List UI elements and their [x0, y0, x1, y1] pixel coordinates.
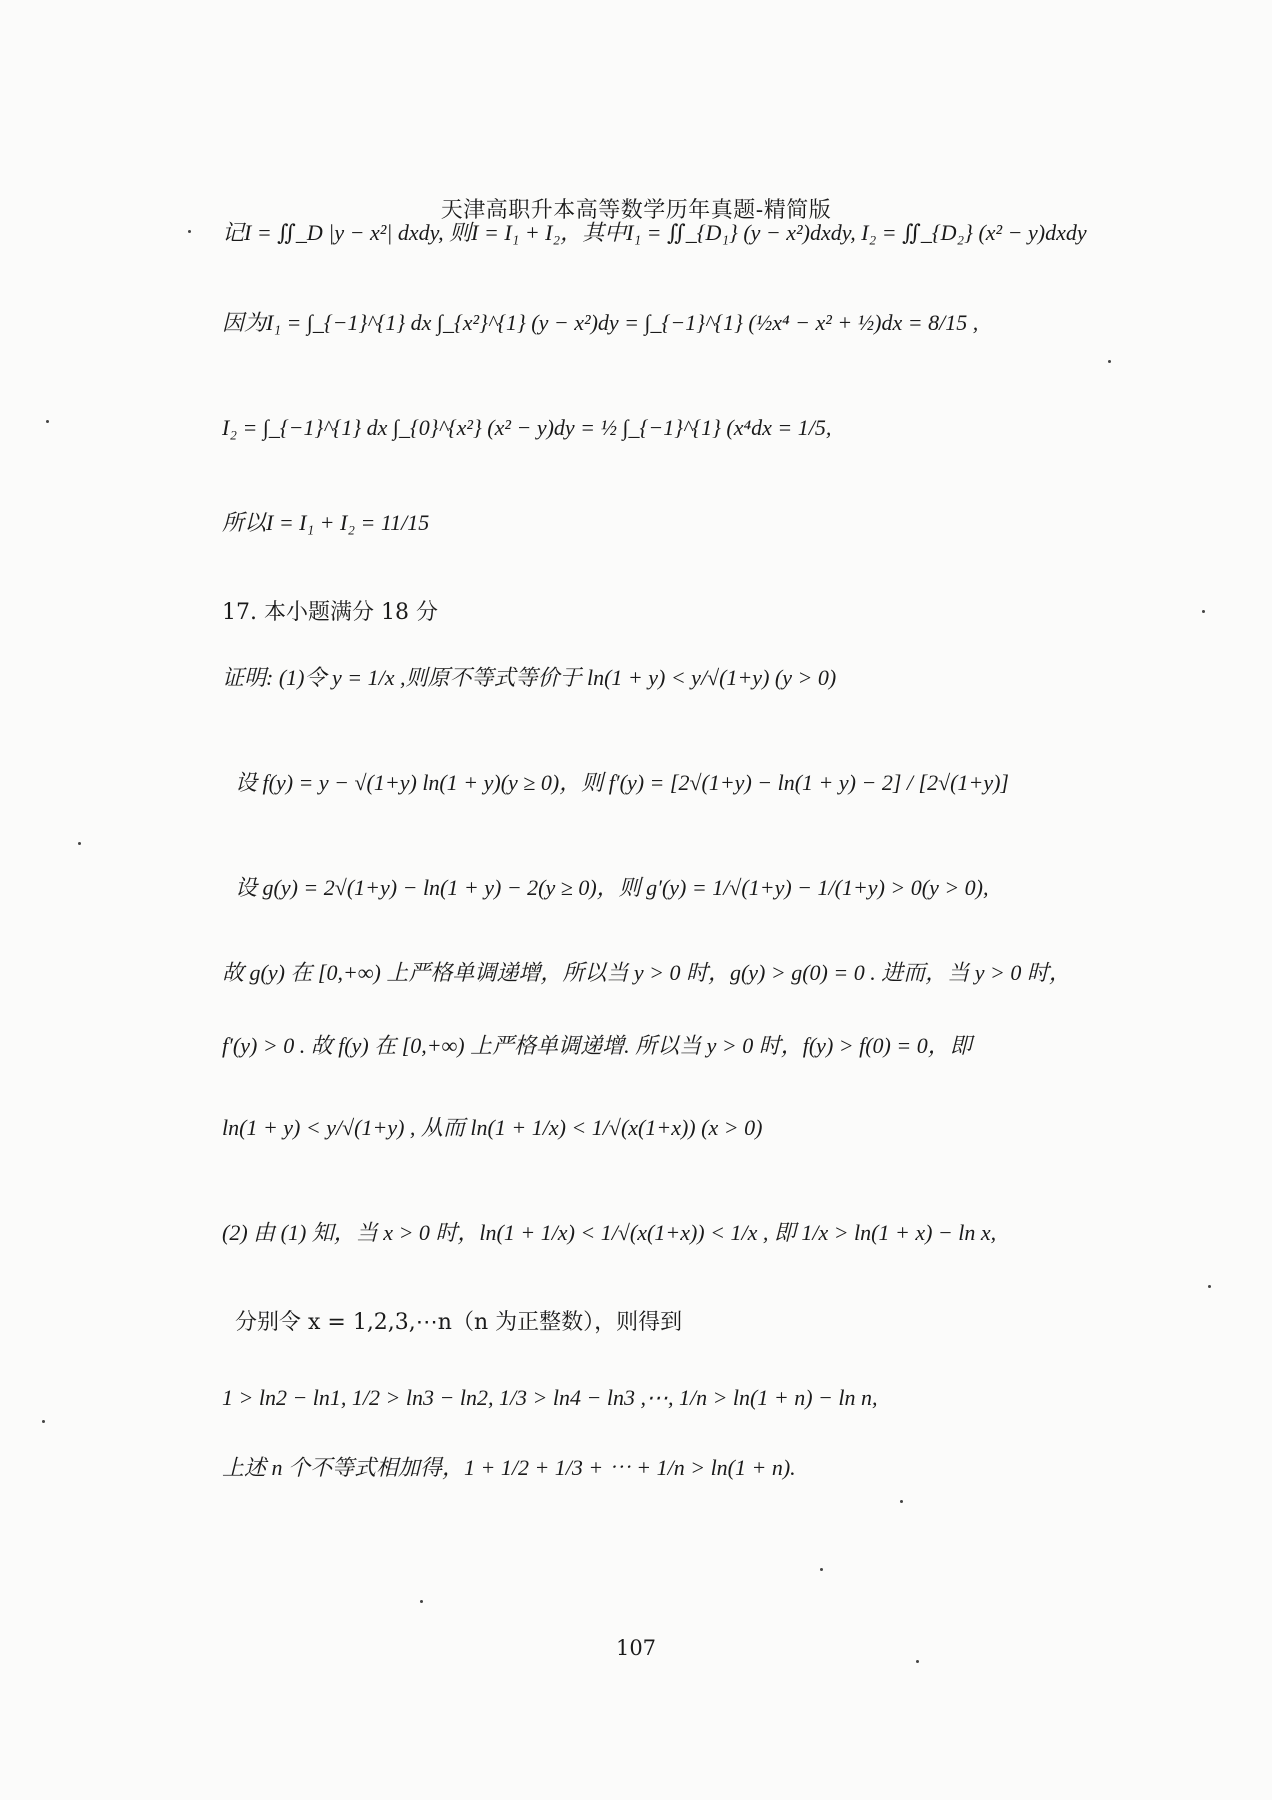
page-header: 天津高职升本高等数学历年真题-精简版 [440, 198, 832, 223]
scan-speck [916, 1660, 919, 1663]
scan-speck [1202, 610, 1205, 613]
proof-line-1: 证明: (1)令 y = 1/x ,则原不等式等价于 ln(1 + y) < y/√(1+y) (y > 0) [222, 665, 837, 690]
proof-line-4: 故 g(y) 在 [0,+∞) 上严格单调递增，所以当 y > 0 时，g(y) > g(0) = 0 . 进而，当 y > 0 时， [222, 960, 1071, 985]
proof-line-2: 设 f(y) = y − √(1+y) ln(1 + y)(y ≥ 0)，则 f′(y) = [2√(1+y) − ln(1 + y) − 2] / [2√(1+y)] [235, 770, 1009, 795]
solution-line-3: I₂ = ∫_{−1}^{1} dx ∫_{0}^{x²} (x² − y)dy = ½ ∫_{−1}^{1} (x⁴dx = 1/5, [222, 415, 832, 440]
proof-line-9: 1 > ln2 − ln1, 1/2 > ln3 − ln2, 1/3 > ln4 − ln3 ,⋯, 1/n > ln(1 + n) − ln n, [222, 1385, 878, 1410]
scan-speck [188, 230, 191, 233]
scan-speck [42, 1420, 45, 1423]
proof-line-7: (2) 由 (1) 知，当 x > 0 时，ln(1 + 1/x) < 1/√(x(1+x)) < 1/x , 即 1/x > ln(1 + x) − ln x, [222, 1220, 997, 1245]
scan-speck [1108, 360, 1111, 363]
proof-line-5: f′(y) > 0 . 故 f(y) 在 [0,+∞) 上严格单调递增. 所以当 y > 0 时，f(y) > f(0) = 0，即 [222, 1033, 972, 1058]
scan-speck [1208, 1285, 1211, 1288]
scan-speck [46, 420, 49, 423]
proof-line-8: 分别令 x = 1,2,3,⋯n（n 为正整数），则得到 [235, 1310, 683, 1335]
scan-speck [900, 1500, 903, 1503]
solution-line-4: 所以I = I₁ + I₂ = 11/15 [222, 510, 430, 535]
solution-line-2: 因为I₁ = ∫_{−1}^{1} dx ∫_{x²}^{1} (y − x²)dy = ∫_{−1}^{1} (½x⁴ − x² + ½)dx = 8/15 , [222, 310, 979, 335]
page-number: 107 [615, 1636, 657, 1660]
proof-line-6: ln(1 + y) < y/√(1+y) , 从而 ln(1 + 1/x) < 1/√(x(1+x)) (x > 0) [222, 1115, 763, 1140]
solution-line-1: 记I = ∬_D |y − x²| dxdy, 则I = I₁ + I₂，其中I₁ = ∬_{D₁} (y − x²)dxdy, I₂ = ∬_{D₂} (x² − y)dxdy [222, 220, 1087, 245]
scan-speck [420, 1600, 423, 1603]
proof-line-3: 设 g(y) = 2√(1+y) − ln(1 + y) − 2(y ≥ 0)，则 g′(y) = 1/√(1+y) − 1/(1+y) > 0(y > 0), [235, 875, 989, 900]
scan-speck [820, 1568, 823, 1571]
scan-speck [78, 842, 81, 845]
proof-line-10: 上述 n 个不等式相加得，1 + 1/2 + 1/3 + ⋯ + 1/n > ln(1 + n). [222, 1455, 796, 1480]
problem-17-heading: 17. 本小题满分 18 分 [222, 600, 438, 625]
